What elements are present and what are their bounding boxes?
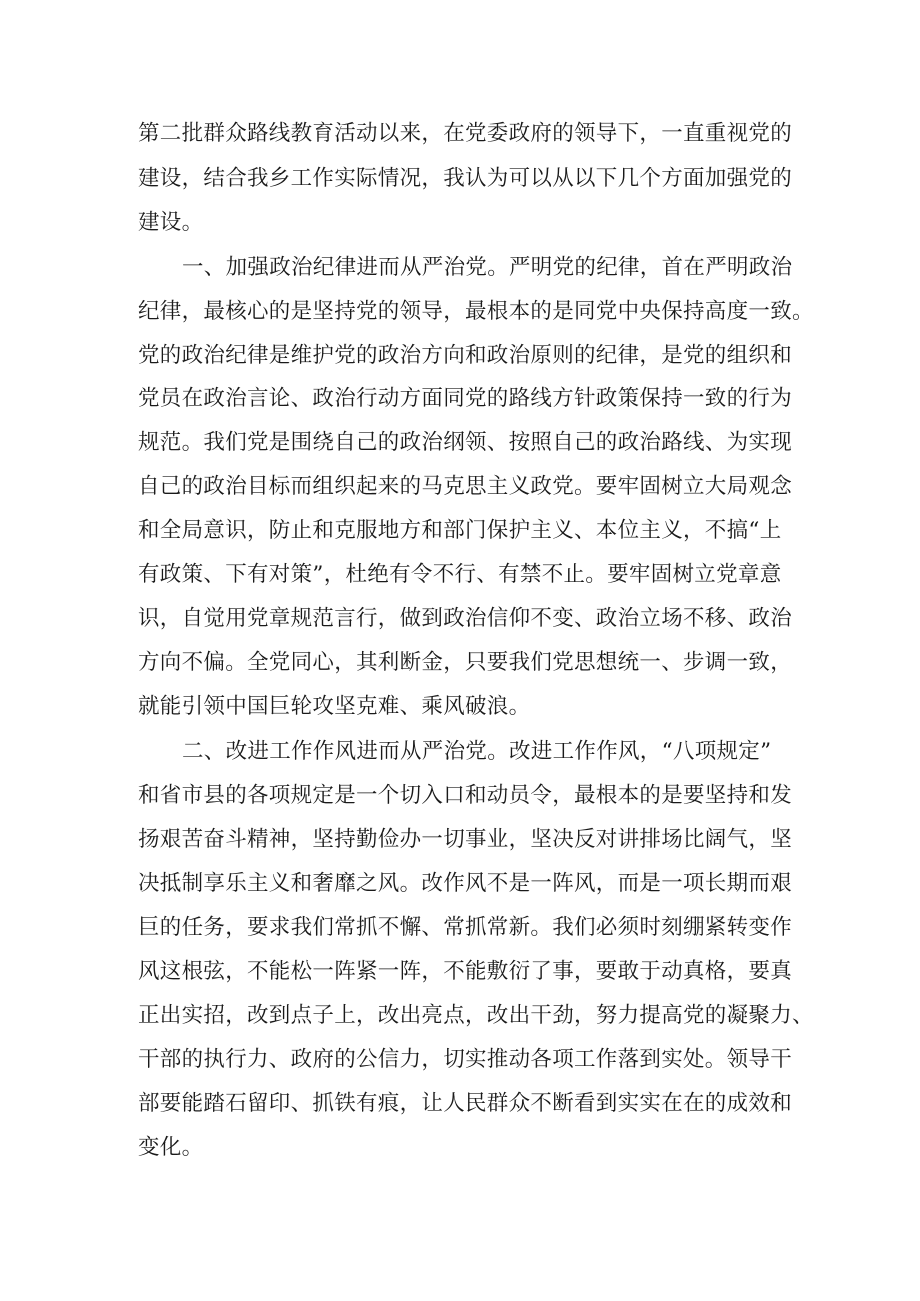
paragraph-3-line-9: 部要能踏石留印、抓铁有痕，让人民群众不断看到实实在在的成效和 (138, 1091, 793, 1116)
paragraph-3-line-5: 巨的任务，要求我们常抓不懈、常抓常新。我们必须时刻绷紧转变作 (138, 915, 793, 940)
paragraph-2-line-5: 规范。我们党是围绕自己的政治纲领、按照自己的政治路线、为实现 (138, 430, 793, 455)
paragraph-3-line-6: 风这根弦，不能松一阵紧一阵，不能敷衍了事，要敢于动真格，要真 (138, 959, 793, 984)
paragraph-3-line-1: 二、改进工作作风进而从严治党。改进工作作风，“八项规定” (182, 739, 772, 764)
paragraph-2-line-2: 纪律，最核心的是坚持党的领导，最根本的是同党中央保持高度一致。 (138, 299, 814, 324)
paragraph-2-line-11: 就能引领中国巨轮攻坚克难、乘风破浪。 (138, 694, 531, 719)
paragraph-3-line-3: 扬艰苦奋斗精神，坚持勤俭办一切事业，坚决反对讲排场比阔气，坚 (138, 827, 793, 852)
paragraph-1-line-3: 建设。 (138, 210, 204, 235)
paragraph-3-line-10: 变化。 (138, 1135, 204, 1160)
paragraph-2-line-3: 党的政治纪律是维护党的政治方向和政治原则的纪律，是党的组织和 (138, 343, 793, 368)
paragraph-2-line-4: 党员在政治言论、政治行动方面同党的路线方针政策保持一致的行为 (138, 386, 793, 411)
paragraph-3-line-7: 正出实招，改到点子上，改出亮点，改出干劲，努力提高党的凝聚力、 (138, 1003, 814, 1028)
paragraph-3-line-2: 和省市县的各项规定是一个切入口和动员令，最根本的是要坚持和发 (138, 783, 793, 808)
paragraph-2-line-10: 方向不偏。全党同心，其利断金，只要我们党思想统一、步调一致， (138, 650, 793, 675)
paragraph-2-line-6: 自己的政治目标而组织起来的马克思主义政党。要牢固树立大局观念 (138, 474, 793, 499)
paragraph-1-line-2: 建设，结合我乡工作实际情况，我认为可以从以下几个方面加强党的 (138, 166, 793, 191)
paragraph-2-line-9: 识，自觉用党章规范言行，做到政治信仰不变、政治立场不移、政治 (138, 606, 793, 631)
paragraph-1-line-1: 第二批群众路线教育活动以来，在党委政府的领导下，一直重视党的 (138, 121, 793, 146)
paragraph-2-line-7: 和全局意识，防止和克服地方和部门保护主义、本位主义，不搞“上 (138, 518, 782, 543)
paragraph-3-line-8: 干部的执行力、政府的公信力，切实推动各项工作落到实处。领导干 (138, 1047, 793, 1072)
paragraph-2-line-1: 一、加强政治纪律进而从严治党。严明党的纪律，首在严明政治 (182, 255, 793, 280)
paragraph-3-line-4: 决抵制享乐主义和奢靡之风。改作风不是一阵风，而是一项长期而艰 (138, 871, 793, 896)
paragraph-2-line-8: 有政策、下有对策”，杜绝有令不行、有禁不止。要牢固树立党章意 (138, 562, 782, 587)
